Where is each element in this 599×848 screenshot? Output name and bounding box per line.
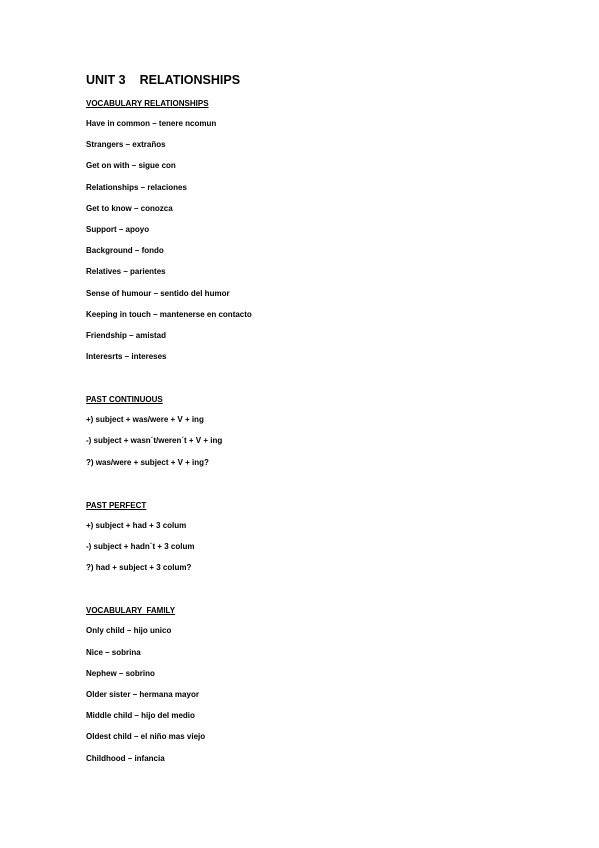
unit-number: UNIT 3 <box>86 73 126 87</box>
page-title <box>86 71 566 89</box>
section-vocabulary-family <box>86 605 566 763</box>
section-past-perfect <box>86 500 566 573</box>
grammar-line: -) subject + hadn´t + 3 colum <box>86 542 195 551</box>
vocab-line: Relatives – parientes <box>86 267 166 277</box>
vocab-line: Nephew – sobrino <box>86 668 155 678</box>
section-heading: PAST PERFECT <box>86 500 147 510</box>
vocab-line: Nice – sobrina <box>86 647 141 657</box>
unit-topic: RELATIONSHIPS <box>139 73 241 87</box>
section-heading: VOCABULARY FAMILY <box>86 606 176 616</box>
vocab-line: Relationships – relaciones <box>86 182 187 192</box>
grammar-line: ?) had + subject + 3 colum? <box>86 563 192 573</box>
vocab-line: Strangers – extraños <box>86 140 166 150</box>
document-page <box>86 71 566 774</box>
vocab-line: Childhood – infancia <box>86 753 165 763</box>
vocab-line: Get on with – sigue con <box>86 161 176 171</box>
vocab-line: Only child – hijo unico <box>86 626 172 636</box>
vocab-line: Keeping in touch – mantenerse en contacto <box>86 309 252 319</box>
grammar-line: -) subject + wasn´t/weren´t + V + ing <box>86 436 223 446</box>
grammar-line: ?) was/were + subject + V + ing? <box>86 457 209 467</box>
vocab-line: Get to know – conozca <box>86 203 173 213</box>
vocab-line: Older sister – hermana mayor <box>86 689 199 699</box>
vocab-line: Middle child – hijo del medio <box>86 711 195 721</box>
grammar-line: +) subject + was/were + V + ing <box>86 415 204 425</box>
vocab-line: Friendship – amistad <box>86 330 167 340</box>
section-past-continuous <box>86 394 566 467</box>
vocab-line: Have in common – tenere ncomun <box>86 119 217 128</box>
section-heading: PAST CONTINUOUS <box>86 395 163 405</box>
vocab-line: Interesrts – intereses <box>86 352 167 362</box>
vocab-line: Support – apoyo <box>86 224 150 234</box>
vocab-line: Background – fondo <box>86 246 164 256</box>
section-vocabulary-relationships <box>86 98 566 362</box>
vocab-line: Oldest child – el niño mas viejo <box>86 732 206 742</box>
vocab-line: Sense of humour – sentido del humor <box>86 288 230 298</box>
grammar-line: +) subject + had + 3 colum <box>86 520 187 530</box>
section-heading: VOCABULARY RELATIONSHIPS <box>86 99 209 108</box>
